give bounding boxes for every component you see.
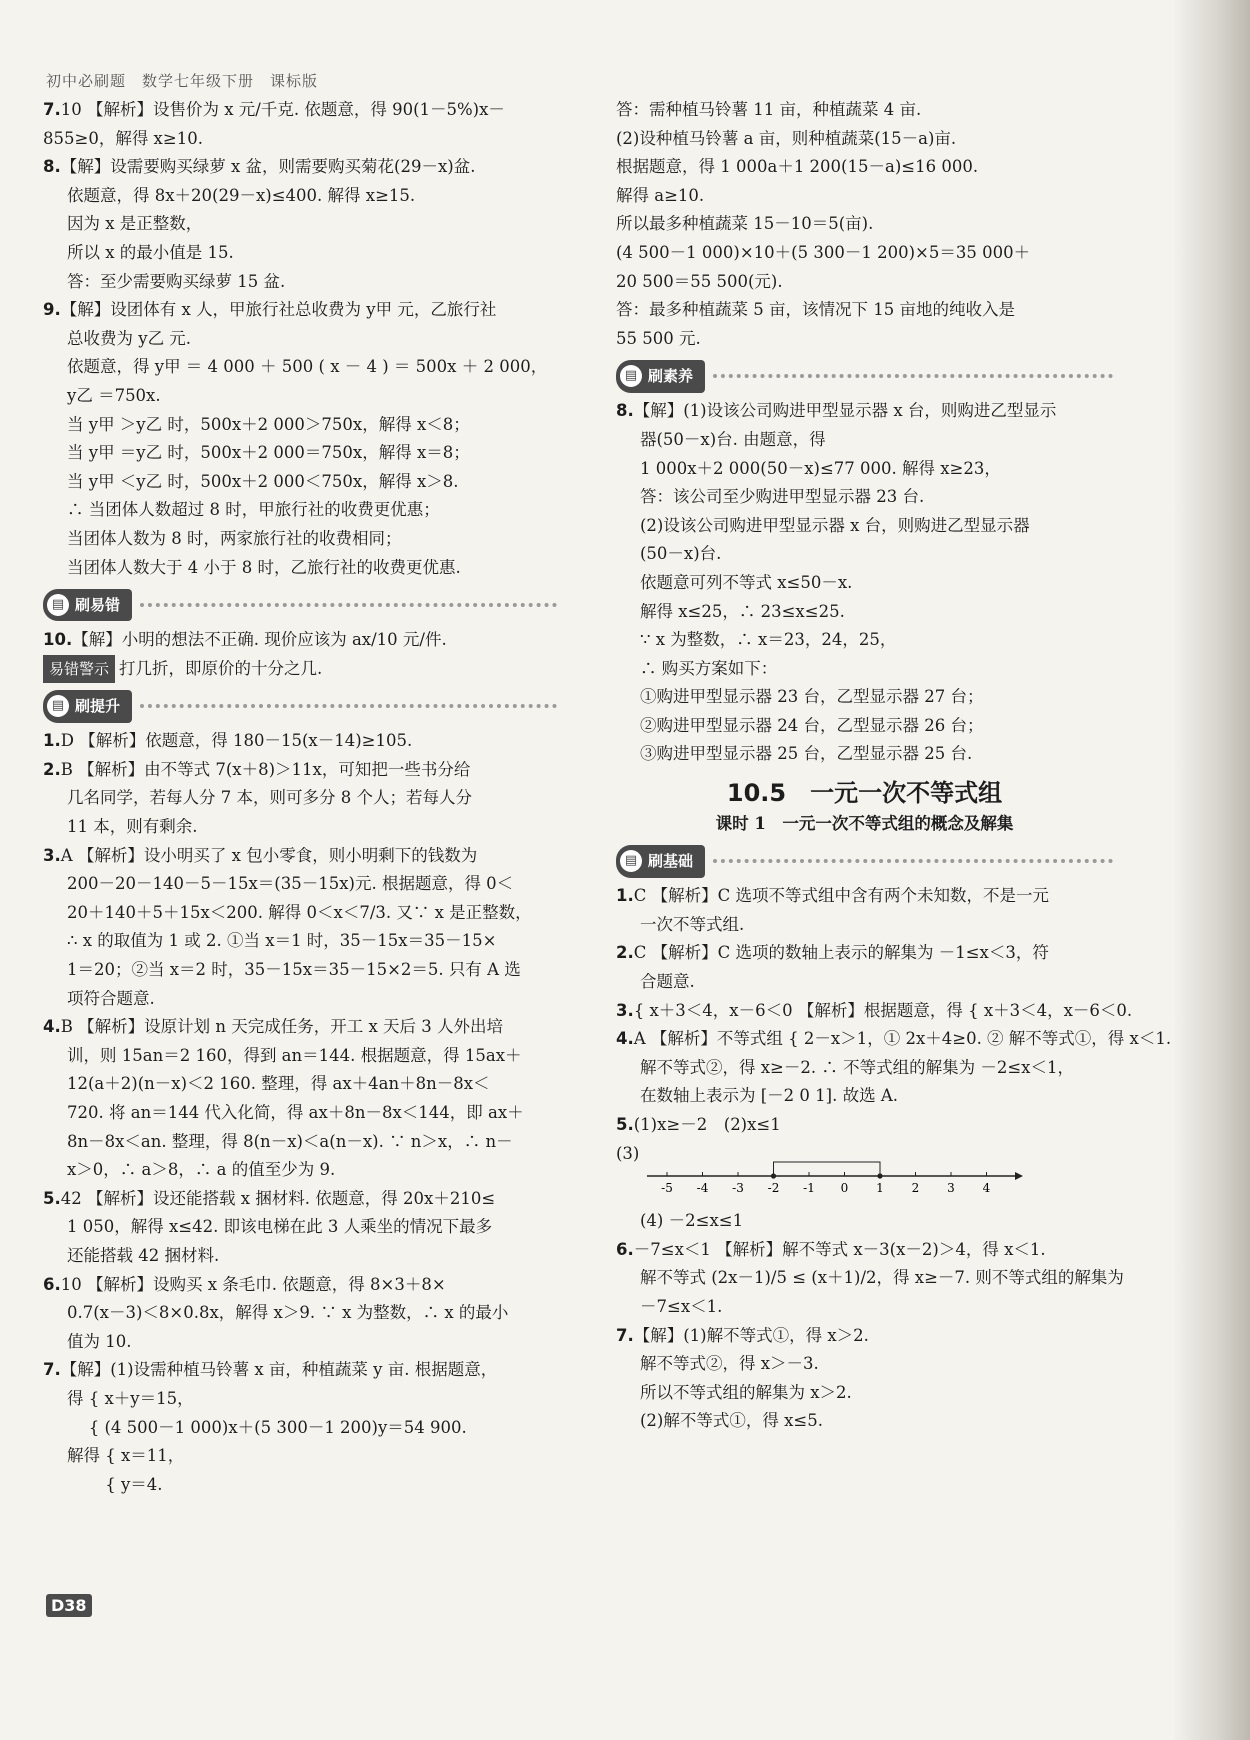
answer-text: B 【解析】由不等式 7(x＋8)＞11x，可知把一些书分给: [60, 759, 471, 779]
question-number: 2.: [616, 943, 634, 963]
answer-text: 所以 x 的最小值是 15.: [67, 242, 234, 262]
number-line-tick-label: 2: [912, 1180, 920, 1195]
answer-text: 所以最多种植蔬菜 15－10＝5(亩).: [616, 214, 874, 234]
answer-line: [616, 426, 1113, 455]
answer-line: [43, 1042, 557, 1071]
solution-bracket: [774, 1162, 881, 1176]
answer-line: [616, 239, 1113, 268]
answer-line: [43, 842, 557, 871]
answer-line: [616, 512, 1113, 541]
answer-line: [616, 1111, 1113, 1140]
answer-text: 【解】设团体有 x 人，甲旅行社总收费为 y甲 元，乙旅行社: [60, 300, 497, 320]
answer-line: [616, 1407, 1113, 1436]
answer-line: [616, 483, 1113, 512]
answer-text: (2)设该公司购进甲型显示器 x 台，则购进乙型显示器: [640, 515, 1030, 535]
number-line-tick-label: 3: [947, 1180, 956, 1195]
answer-line: [616, 1293, 1113, 1322]
answer-line: [616, 939, 1113, 968]
question-number: 2.: [43, 759, 61, 779]
answer-text: 解不等式②，得 x＞－3.: [640, 1354, 819, 1374]
answer-line: [616, 626, 1113, 655]
answer-text: 值为 10.: [67, 1331, 132, 1351]
answer-text: (4 500－1 000)×10＋(5 300－1 200)×5＝35 000＋: [616, 242, 1031, 262]
number-line: [616, 1140, 1113, 1208]
answer-text: (2)解不等式①，得 x≤5.: [640, 1411, 823, 1431]
answer-text: 8n－8x＜an. 整理，得 8(n－x)＜a(n－x). ∵ n＞x，∴ n－: [67, 1131, 513, 1151]
warning-text: 打几折，即原价的十分之几.: [119, 658, 323, 678]
answer-line: [43, 1185, 557, 1214]
page-header: 初中必刷题 数学七年级下册 课标版: [46, 72, 319, 90]
answer-text: 在数轴上表示为 [－2 0 1]. 故选 A.: [640, 1086, 898, 1106]
answer-text: 当团体人数为 8 时，两家旅行社的收费相同；: [67, 528, 402, 548]
answer-text: A 【解析】不等式组 { 2－x＞1，① 2x＋4≥0. ② 解不等式①，得 x＜1.: [633, 1029, 1172, 1049]
answer-line: [43, 353, 557, 382]
answer-line: [616, 655, 1113, 684]
answer-text: 55 500 元.: [616, 328, 701, 348]
answer-line: [616, 96, 1113, 125]
answer-line: [616, 268, 1113, 297]
answer-line: [616, 1350, 1113, 1379]
answer-line: [43, 813, 557, 842]
section-badge: [43, 690, 132, 723]
answer-line: [43, 210, 557, 239]
answer-text: (2)设种植马铃薯 a 亩，则种植蔬菜(15－a)亩.: [616, 128, 957, 148]
question-number: 6.: [43, 1274, 61, 1294]
answer-text: 一次不等式组.: [640, 914, 745, 934]
answer-line: [616, 1264, 1124, 1293]
answer-text: ①购进甲型显示器 23 台，乙型显示器 27 台；: [640, 687, 984, 707]
answer-line: [43, 239, 557, 268]
answer-text: { y＝4.: [67, 1474, 163, 1494]
answer-line: [616, 1025, 1172, 1054]
answer-line: [43, 1070, 557, 1099]
answer-line: [616, 1207, 1113, 1236]
question-number: 3.: [43, 845, 61, 865]
section-badge: [43, 589, 132, 622]
question-number: 6.: [616, 1239, 634, 1259]
answer-text: 答：该公司至少购进甲型显示器 23 台.: [640, 487, 925, 507]
answer-text: y乙 ＝750x.: [67, 385, 161, 405]
question-number: 7.: [616, 1325, 634, 1345]
question-number: 5.: [616, 1115, 634, 1134]
answer-text: { x＋3＜4，x－6＜0 【解析】根据题意，得 { x＋3＜4，x－6＜0.: [633, 1000, 1133, 1020]
answer-text: 1 050，解得 x≤42. 即该电梯在此 3 人乘坐的情况下最多: [67, 1217, 493, 1237]
answer-line: [616, 1322, 1113, 1351]
answer-line: [43, 1013, 557, 1042]
answer-text: 0.7(x－3)＜8×0.8x，解得 x＞9. ∵ x 为整数，∴ x 的最小: [67, 1303, 509, 1323]
answer-text: 12(a＋2)(n－x)＜2 160. 整理，得 ax＋4an＋8n－8x＜: [67, 1074, 490, 1094]
answer-line: [43, 268, 557, 297]
section-heading: 10.5 一元一次不等式组: [726, 779, 1003, 808]
answer-text: 20＋140＋5＋15x＜200. 解得 0＜x＜7/3. 又∵ x 是正整数，: [67, 902, 532, 922]
answer-text: 所以不等式组的解集为 x＞2.: [640, 1382, 852, 1402]
answer-line: [43, 1213, 557, 1242]
answer-line: [43, 182, 557, 211]
book-icon: ▤: [47, 594, 69, 616]
answer-text: 720. 将 an＝144 代入化简，得 ax＋8n－8x＜144，即 ax＋: [67, 1103, 524, 1122]
question-number: 8.: [43, 157, 61, 177]
question-number: 4.: [616, 1029, 634, 1049]
answer-line: [616, 153, 1113, 182]
number-line-tick-label: 0: [841, 1180, 849, 1195]
answer-line: [43, 525, 557, 554]
answer-line: [616, 911, 1113, 940]
answer-line: [616, 569, 1113, 598]
answer-line: [43, 756, 557, 785]
section-title: 刷易错: [75, 595, 121, 614]
answer-text: 当 y甲 ＜y乙 时，500x＋2 000＜750x，解得 x＞8.: [67, 471, 459, 491]
answer-text: 得 { x＋y＝15，: [67, 1388, 194, 1408]
number-line-graphic: [645, 1140, 1025, 1198]
warning-tag: 易错警示: [43, 655, 115, 684]
answer-text: 几名同学，若每人分 7 本，则可多分 8 个人；若每人分: [67, 788, 472, 808]
answer-line: [43, 1242, 557, 1271]
answer-text: C 【解析】C 选项不等式组中含有两个未知数，不是一元: [633, 886, 1049, 906]
warning-note: [43, 655, 557, 684]
answer-text: ∴ 当团体人数超过 8 时，甲旅行社的收费更优惠；: [67, 500, 440, 520]
section-header: [43, 689, 557, 723]
answer-text: －7≤x＜1 【解析】解不等式 x－3(x－2)＞4，得 x＜1.: [633, 1239, 1046, 1259]
answer-line: [43, 554, 557, 583]
section-header: [43, 588, 557, 622]
answer-line: [43, 1328, 557, 1357]
answer-line: [616, 325, 1113, 354]
answer-line: [43, 468, 557, 497]
answer-text: ②购进甲型显示器 24 台，乙型显示器 26 台；: [640, 715, 984, 735]
answer-text: 【解】(1)解不等式①，得 x＞2.: [633, 1325, 869, 1345]
number-line-label: (3): [616, 1143, 640, 1163]
question-number: 8.: [616, 401, 634, 421]
answer-line: [43, 125, 557, 154]
answer-text: 训，则 15an＝2 160，得到 an＝144. 根据题意，得 15ax＋: [67, 1045, 522, 1065]
answer-text: 解得 x≤25，∴ 23≤x≤25.: [640, 601, 845, 621]
section-divider: [140, 603, 557, 607]
answer-text: 42 【解析】设还能搭载 x 捆材料. 依题意，得 20x＋210≤: [60, 1188, 496, 1208]
number-line-tick-label: 1: [876, 1180, 885, 1195]
page-number: D38: [46, 1594, 92, 1617]
answer-line: [43, 382, 557, 411]
answer-line: [43, 626, 557, 655]
answer-text: A 【解析】设小明买了 x 包小零食，则小明剩下的钱数为: [60, 845, 478, 865]
answer-text: 【解】小明的想法不正确. 现价应该为 ax/10 元/件.: [72, 630, 447, 650]
answer-line: [616, 598, 1113, 627]
answer-line: [43, 96, 557, 125]
number-line-tick-label: -3: [732, 1180, 745, 1195]
answer-line: [43, 1414, 557, 1443]
question-number: 1.: [43, 731, 61, 751]
question-number: 10.: [43, 630, 73, 650]
answer-text: 11 本，则有剩余.: [67, 817, 198, 837]
answer-line: [616, 455, 1113, 484]
section-title: 刷素养: [648, 367, 694, 386]
page-edge: [1175, 0, 1250, 1740]
section-title: 刷基础: [648, 851, 694, 870]
answer-line: [616, 296, 1113, 325]
section-header: [616, 844, 1113, 878]
question-number: 4.: [43, 1017, 61, 1037]
answer-text: 【解】(1)设需种植马铃薯 x 亩，种植蔬菜 y 亩. 根据题意，: [60, 1360, 498, 1380]
answer-text: 总收费为 y乙 元.: [67, 328, 192, 348]
answer-line: [43, 411, 557, 440]
section-badge: [616, 360, 705, 393]
answer-text: 答：至少需要购买绿萝 15 盆.: [67, 271, 286, 291]
answer-text: 依题意，得 y甲 ＝ 4 000 ＋ 500 ( x － 4 ) ＝ 500x ＋ 2 000，: [67, 357, 548, 377]
answer-text: 因为 x 是正整数，: [67, 214, 203, 234]
answer-text: D 【解析】依题意，得 180－15(x－14)≥105.: [60, 731, 413, 751]
answer-text: 1＝20；②当 x＝2 时，35－15x＝35－15×2＝5. 只有 A 选: [67, 960, 521, 980]
answer-line: [43, 956, 557, 985]
answer-text: 当团体人数大于 4 小于 8 时，乙旅行社的收费更优惠.: [67, 557, 461, 577]
answer-line: [43, 784, 557, 813]
book-icon: ▤: [47, 695, 69, 717]
answer-line: [43, 899, 557, 928]
question-number: 5.: [43, 1188, 61, 1208]
solid-endpoint: [771, 1173, 776, 1178]
answer-line: [43, 870, 557, 899]
number-line-tick-label: 4: [983, 1180, 991, 1195]
number-line-tick-label: -5: [661, 1180, 674, 1195]
answer-line: [43, 325, 557, 354]
section-divider: [713, 374, 1113, 378]
section-header: [616, 359, 1113, 393]
answer-text: 当 y甲 ＞y乙 时，500x＋2 000＞750x，解得 x＜8；: [67, 414, 470, 434]
right-column: [616, 96, 1172, 1436]
answer-line: [43, 1156, 557, 1185]
answer-text: ③购进甲型显示器 25 台，乙型显示器 25 台.: [640, 744, 973, 764]
answer-line: [616, 540, 1113, 569]
answer-text: 【解】设需要购买绿萝 x 盆，则需要购买菊花(29－x)盆.: [60, 157, 476, 177]
section-title: 刷提升: [75, 696, 121, 715]
answer-text: 解不等式 (2x－1)/5 ≤ (x＋1)/2，得 x≥－7. 则不等式组的解集为: [640, 1268, 1124, 1288]
arrow-icon: [1015, 1172, 1023, 1180]
answer-text: 20 500＝55 500(元).: [616, 271, 783, 291]
answer-text: (4) －2≤x≤1: [640, 1211, 744, 1231]
answer-line: [616, 740, 1113, 769]
answer-text: 解得 a≥10.: [616, 185, 705, 205]
answer-text: 器(50－x)台. 由题意，得: [640, 429, 826, 449]
number-line-tick-label: -4: [697, 1180, 709, 1195]
answer-line: [43, 1271, 557, 1300]
answer-line: [616, 1379, 1113, 1408]
answer-text: 项符合题意.: [67, 988, 155, 1008]
answer-text: 根据题意，得 1 000a＋1 200(15－a)≤16 000.: [616, 157, 979, 177]
answer-line: [43, 439, 557, 468]
answer-text: 1 000x＋2 000(50－x)≤77 000. 解得 x≥23，: [640, 458, 1001, 478]
answer-text: C 【解析】C 选项的数轴上表示的解集为 －1≤x＜3，符: [633, 943, 1049, 963]
answer-line: [43, 153, 557, 182]
answer-line: [616, 1054, 1113, 1083]
answer-line: [43, 1128, 557, 1157]
answer-text: 依题意，得 8x＋20(29－x)≤400. 解得 x≥15.: [67, 185, 416, 205]
answer-line: [43, 1442, 557, 1471]
answer-line: [616, 125, 1113, 154]
answer-line: [43, 1471, 557, 1500]
question-number: 9.: [43, 300, 61, 320]
answer-text: ∵ x 为整数，∴ x＝23，24，25，: [640, 630, 897, 650]
answer-text: (1)x≥－2 (2)x≤1: [633, 1115, 781, 1134]
solid-endpoint: [878, 1173, 883, 1178]
answer-text: 10 【解析】设售价为 x 元/千克. 依题意，得 90(1－5%)x－: [60, 100, 505, 119]
answer-text: ∴ x 的取值为 1 或 2. ①当 x＝1 时，35－15x＝35－15×: [67, 931, 497, 951]
lesson-heading: 课时 1 一元一次不等式组的概念及解集: [715, 813, 1014, 833]
answer-text: 答：需种植马铃薯 11 亩，种植蔬菜 4 亩.: [616, 100, 922, 119]
section-divider: [713, 859, 1113, 863]
question-number: 3.: [616, 1000, 634, 1020]
answer-line: [43, 727, 557, 756]
answer-text: 还能搭载 42 捆材料.: [67, 1245, 220, 1265]
section-divider: [140, 704, 557, 708]
answer-line: [616, 1082, 1113, 1111]
answer-text: 200－20－140－5－15x＝(35－15x)元. 根据题意，得 0＜: [67, 874, 514, 894]
answer-line: [616, 997, 1133, 1026]
answer-text: { (4 500－1 000)x＋(5 300－1 200)y＝54 900.: [67, 1417, 467, 1437]
answer-line: [43, 1385, 557, 1414]
section-badge: [616, 845, 705, 878]
answer-text: 合题意.: [640, 972, 695, 992]
answer-text: 解不等式②，得 x≥－2. ∴ 不等式组的解集为 －2≤x＜1，: [640, 1057, 1074, 1077]
left-column: [43, 96, 557, 1499]
answer-line: [43, 927, 557, 956]
answer-text: (50－x)台.: [640, 544, 722, 564]
answer-line: [43, 1099, 557, 1128]
answer-text: 10 【解析】设购买 x 条毛巾. 依题意，得 8×3＋8×: [60, 1274, 446, 1294]
answer-line: [616, 210, 1113, 239]
number-line-tick-label: -1: [803, 1180, 816, 1195]
answer-text: 当 y甲 ＝y乙 时，500x＋2 000＝750x，解得 x＝8；: [67, 443, 470, 463]
answer-text: 【解】(1)设该公司购进甲型显示器 x 台，则购进乙型显示: [633, 401, 1057, 421]
answer-line: [616, 182, 1113, 211]
book-icon: ▤: [620, 365, 642, 387]
answer-line: [616, 1236, 1113, 1265]
answer-line: [616, 968, 1113, 997]
answer-line: [616, 712, 1113, 741]
answer-line: [43, 496, 557, 525]
answer-text: x＞0，∴ a＞8，∴ a 的值至少为 9.: [67, 1160, 336, 1180]
question-number: 7.: [43, 100, 61, 119]
answer-line: [43, 296, 557, 325]
answer-line: [43, 1299, 557, 1328]
answer-line: [616, 882, 1113, 911]
answer-text: B 【解析】设原计划 n 天完成任务，开工 x 天后 3 人外出培: [60, 1017, 504, 1037]
answer-text: 依题意可列不等式 x≤50－x.: [640, 572, 853, 592]
answer-line: [616, 397, 1113, 426]
answer-line: [43, 1356, 557, 1385]
answer-text: 855≥0，解得 x≥10.: [43, 128, 203, 148]
question-number: 7.: [43, 1360, 61, 1380]
answer-text: 解得 { x＝11，: [67, 1446, 185, 1466]
answer-text: 答：最多种植蔬菜 5 亩，该情况下 15 亩地的纯收入是: [616, 300, 1015, 320]
answer-text: －7≤x＜1.: [640, 1296, 723, 1316]
book-icon: ▤: [620, 850, 642, 872]
answer-text: ∴ 购买方案如下：: [640, 658, 778, 678]
answer-line: [43, 985, 557, 1014]
answer-line: [616, 683, 1113, 712]
question-number: 1.: [616, 886, 634, 906]
number-line-tick-label: -2: [768, 1180, 780, 1195]
